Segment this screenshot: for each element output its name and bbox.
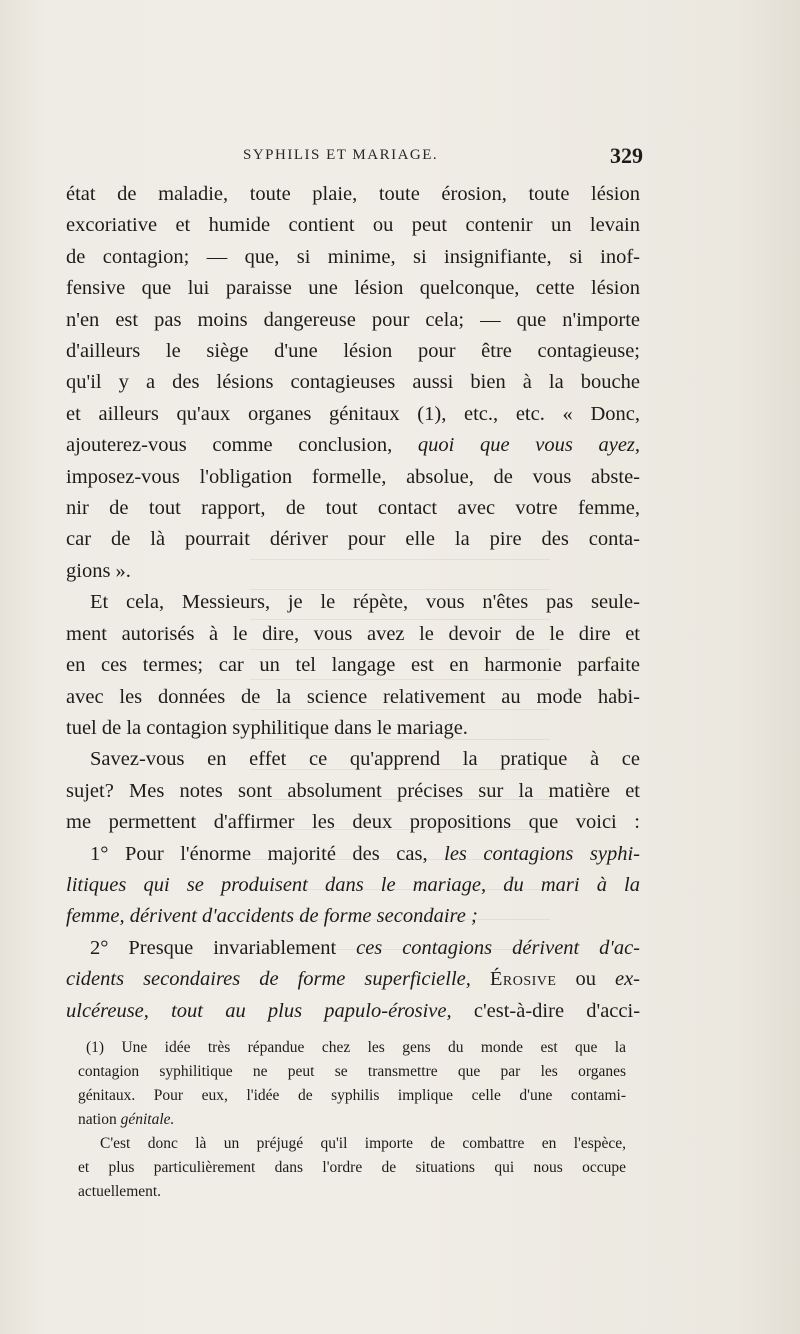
paragraph-2-line: ment autorisés à le dire, vous avez le devoir de le dire et <box>66 622 640 645</box>
small-caps-run: Érosive <box>489 968 557 991</box>
text-run: c'est-à-dire d'acci- <box>473 999 641 1022</box>
italic-run: génitale. <box>120 1111 175 1128</box>
paragraph-3-line: me permettent d'affirmer les deux propositions que voici : <box>66 811 640 834</box>
paragraph-1-line: de contagion; — que, si minime, si insignifiante, si inof- <box>66 245 640 268</box>
paragraph-3-line: sujet? Mes notes sont absolument précises sur la matière et <box>66 779 640 802</box>
paragraph-1-line: imposez-vous l'obligation formelle, absolue, de vous abste- <box>66 465 640 488</box>
footnote-2-line: et plus particulièrement dans l'ordre de situations qui nous occupe <box>78 1159 626 1176</box>
paragraph-1-line: qu'il y a des lésions contagieuses aussi bien à la bouche <box>66 371 640 394</box>
paragraph-1-line: état de maladie, toute plaie, toute érosion, toute lésion <box>66 183 640 205</box>
footnote-1-line: (1) Une idée très répandue chez les gens du monde est que la <box>86 1039 626 1056</box>
text-run: ajouterez-vous comme conclusion, <box>66 434 393 457</box>
paragraph-1-line: excoriative et humide contient ou peut contenir un levain <box>66 214 640 237</box>
paragraph-1-line: nir de tout rapport, de tout contact avec votre femme, <box>66 497 640 520</box>
italic-run: ulcéreuse, tout au plus papulo-érosive, <box>66 999 452 1022</box>
footnotes <box>78 1036 626 1204</box>
paragraph-1-line <box>66 430 640 461</box>
italic-run: ces contagions dérivent d'ac- <box>356 936 640 959</box>
italic-run: les contagions syphi- <box>444 842 641 865</box>
text-run: nation <box>78 1111 117 1128</box>
footnote-1-line: contagion syphilitique ne peut se transmettre que par les organes <box>78 1063 626 1080</box>
paragraph-4-line: femme, dérivent d'accidents de forme secondaire ; <box>66 905 478 928</box>
text-run: 2° Presque invariablement <box>90 936 337 959</box>
paragraph-1-line: fensive que lui paraisse une lésion quelconque, cette lésion <box>66 277 640 300</box>
paragraph-2-line: Et cela, Messieurs, je le répète, vous n'êtes pas seule- <box>90 591 640 614</box>
paragraph-1-line: gions ». <box>66 559 131 582</box>
paragraph-4-line <box>66 839 640 870</box>
paragraph-2-line: en ces termes; car un tel langage est en harmonie parfaite <box>66 654 640 677</box>
paragraph-5-line <box>66 933 640 964</box>
italic-run: cidents secondaires de forme superficielle, <box>66 968 471 991</box>
paragraph-3-line: Savez-vous en effet ce qu'apprend la pratique à ce <box>90 748 640 771</box>
paragraph-1-line: et ailleurs qu'aux organes génitaux (1), etc., etc. « Donc, <box>66 402 640 425</box>
paragraph-2-line: tuel de la contagion syphilitique dans le mariage. <box>66 716 468 739</box>
footnote-1-line: génitaux. Pour eux, l'idée de syphilis implique celle d'une contami- <box>78 1087 626 1104</box>
italic-run: quoi que vous ayez, <box>417 434 641 457</box>
paragraph-1-line: car de là pourrait dériver pour elle la pire des conta- <box>66 528 640 551</box>
footnote-1-line <box>78 1108 626 1132</box>
running-head <box>243 143 643 173</box>
text-run: 1° Pour l'énorme majorité des cas, <box>90 842 428 865</box>
paragraph-5-line <box>66 964 640 995</box>
page-number: 329 <box>610 143 643 168</box>
paragraph-2-line: avec les données de la science relativement au mode habi- <box>66 685 640 708</box>
running-title: SYPHILIS ET MARIAGE. <box>243 147 439 163</box>
paragraph-1-line: n'en est pas moins dangereuse pour cela; — que n'importe <box>66 308 640 331</box>
italic-run: ex- <box>614 968 640 991</box>
footnote-2-line: C'est donc là un préjugé qu'il importe de combattre en l'espèce, <box>100 1135 626 1152</box>
text-run: ou <box>575 968 596 991</box>
body-text <box>66 179 640 1027</box>
footnote-2-line: actuellement. <box>78 1183 162 1200</box>
paragraph-1-line: d'ailleurs le siège d'une lésion pour être contagieuse; <box>66 340 640 363</box>
paragraph-4-line: litiques qui se produisent dans le mariage, du mari à la <box>66 873 640 896</box>
paragraph-5-line <box>66 996 640 1027</box>
